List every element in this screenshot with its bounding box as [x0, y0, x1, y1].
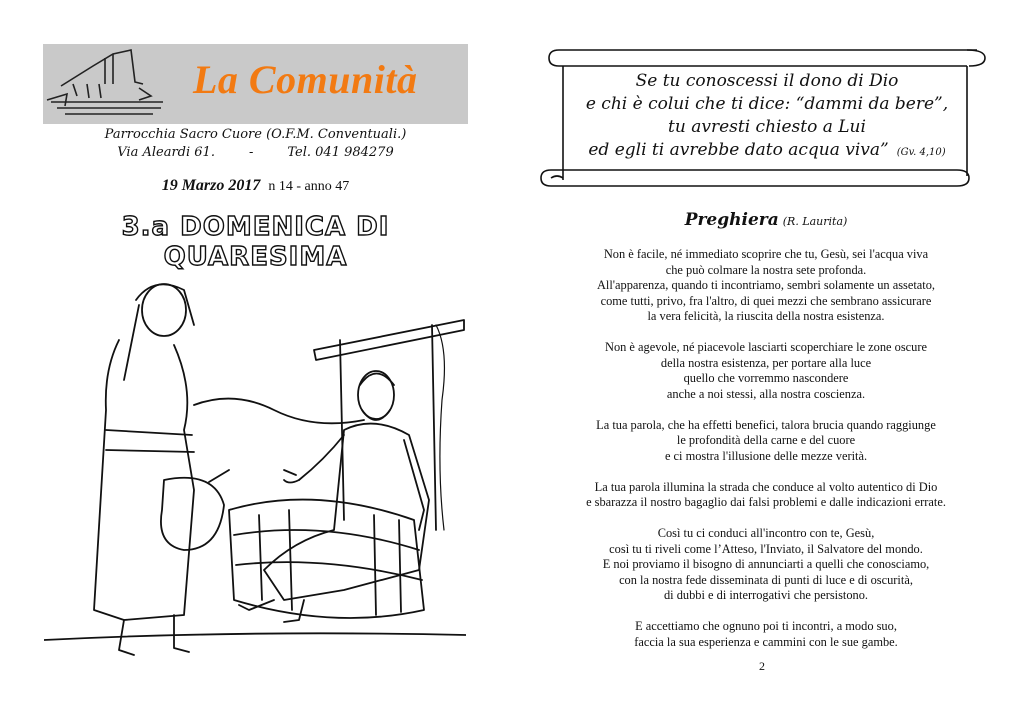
prayer-title: Preghiera — [684, 210, 779, 230]
prayer-author: (R. Laurita) — [782, 215, 848, 228]
church-logo — [43, 44, 183, 124]
sunday-title-text: 3.a DOMENICA DI QUARESIMA — [121, 212, 390, 272]
prayer-line: e ci mostra l'illusione delle mezze verità. — [664, 448, 868, 463]
issue-info — [43, 177, 468, 195]
quote-reference: (Gv. 4,10) — [896, 147, 946, 158]
newsletter-title: La Comunità — [193, 57, 418, 102]
issue-date: 19 Marzo 2017 — [161, 177, 261, 194]
quote-line-text: ed egli ti avrebbe dato acqua viva” — [588, 140, 889, 160]
prayer-line: Non è agevole, né piacevole lasciarti scoperchiare le zone oscure — [605, 340, 927, 354]
prayer-line: faccia la sua esperienza e cammini con le sue gambe. — [634, 634, 898, 649]
prayer-stanza — [540, 619, 992, 650]
prayer-line: La tua parola, che ha effetti benefici, talora brucia quando raggiunge — [596, 417, 936, 432]
masthead-banner — [43, 44, 468, 124]
quote-line: e chi è colui che ti dice: “dammi da bere”, — [585, 94, 949, 114]
prayer-text — [540, 247, 992, 666]
prayer-heading — [540, 210, 992, 230]
prayer-line: Così tu ci conduci all'incontro con te, Gesù, — [657, 526, 875, 540]
parish-address — [43, 145, 468, 160]
prayer-line: della nostra esistenza, per portare alla luce — [660, 355, 872, 370]
prayer-line: anche a noi stessi, alla nostra coscienza. — [666, 386, 866, 401]
prayer-line: come tutti, privo, fra l'altro, di quei mezzi che sembrano assicurare — [600, 293, 932, 308]
quote-line: tu avresti chiesto a Lui — [668, 117, 866, 137]
prayer-line: All'apparenza, quando ti incontriamo, sembri solamente un assetato, — [596, 278, 936, 292]
prayer-stanza — [540, 340, 992, 402]
prayer-line: con la nostra fede disseminata di punti di luce e di oscurità, — [619, 572, 913, 587]
prayer-line: E noi proviamo il bisogno di annunciarti a quelli che conosciamo, — [602, 557, 930, 571]
prayer-line: le profondità della carne e del cuore — [676, 433, 856, 447]
prayer-line: che può colmare la nostra sete profonda. — [665, 262, 867, 277]
prayer-line: di dubbi e di interrogativi che persistono. — [663, 588, 869, 602]
prayer-stanza — [540, 418, 992, 465]
phone-number: Tel. 041 984279 — [287, 145, 394, 160]
prayer-line: così tu ti riveli come l’Atteso, l'Inviato, il Salvatore del mondo. — [609, 541, 923, 556]
sunday-title — [43, 212, 468, 272]
gospel-quote — [560, 70, 974, 164]
street-address: Via Aleardi 61. — [117, 145, 215, 160]
issue-number: n 14 - anno 47 — [268, 179, 350, 194]
prayer-stanza — [540, 247, 992, 325]
quote-line — [560, 139, 974, 164]
prayer-line: La tua parola illumina la strada che conduce al volto autentico di Dio — [594, 479, 938, 494]
prayer-line: Non è facile, né immediato scoprire che tu, Gesù, sei l'acqua viva — [603, 247, 929, 261]
address-separator: - — [248, 145, 254, 160]
prayer-line: quello che vorremmo nascondere — [683, 371, 849, 385]
jesus-samaritan-woman-illustration — [44, 270, 466, 680]
prayer-line: la vera felicità, la riuscita della nostra esistenza. — [647, 309, 885, 323]
prayer-line: e sbarazza il nostro bagaglio dai falsi problemi e dalle indicazioni errate. — [586, 495, 946, 509]
parish-name: Parrocchia Sacro Cuore (O.F.M. Conventuali.) — [104, 127, 407, 142]
page-number: 2 — [759, 659, 765, 673]
quote-line: Se tu conoscessi il dono di Dio — [635, 71, 899, 91]
prayer-stanza — [540, 480, 992, 511]
prayer-stanza — [540, 526, 992, 604]
prayer-line: E accettiamo che ognuno poi ti incontri, a modo suo, — [635, 619, 897, 633]
